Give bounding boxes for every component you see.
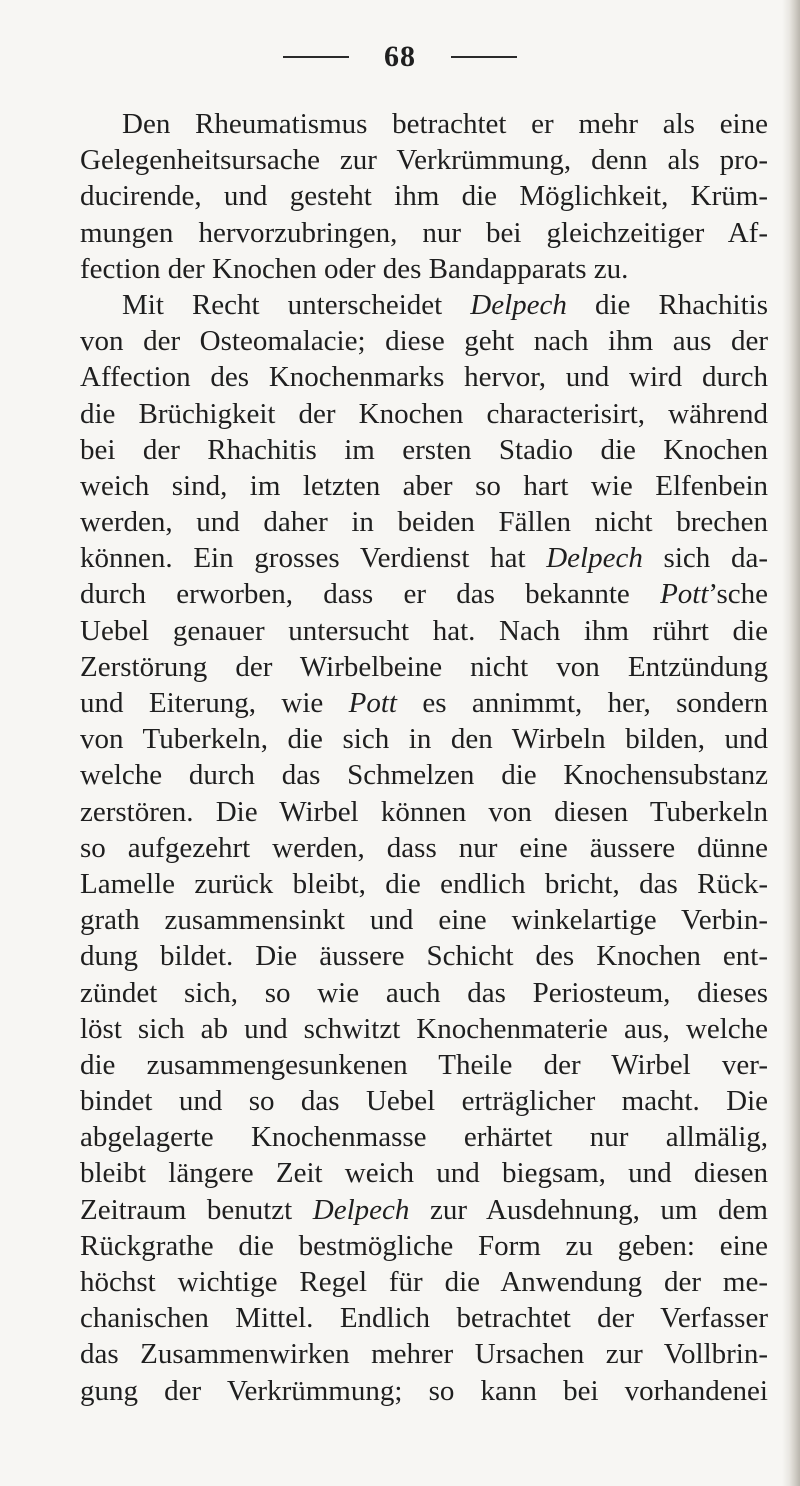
text-segment: durch erworben, dass er das bekannte xyxy=(80,578,661,611)
text-segment: mungen hervorzubringen, nur bei gleichzeitiger Af- xyxy=(80,216,768,249)
text-line xyxy=(80,938,768,974)
text-line xyxy=(80,359,768,395)
header-rule-left xyxy=(283,56,349,58)
italic-name: Delpech xyxy=(312,1193,410,1226)
text-segment: bleibt längere Zeit weich und biegsam, und diesen xyxy=(80,1157,768,1190)
text-segment: abgelagerte Knochenmasse erhärtet nur allmälig, xyxy=(80,1121,768,1154)
text-segment: Mit Recht unterscheidet xyxy=(122,288,471,321)
text-segment: Zerstörung der Wirbelbeine nicht von Entzündung xyxy=(80,650,768,683)
text-line xyxy=(80,540,768,576)
text-segment: fection der Knochen oder des Bandapparats zu. xyxy=(80,252,629,285)
text-segment: Lamelle zurück bleibt, die endlich bricht, das Rück- xyxy=(80,867,768,900)
text-segment: zur Ausdehnung, um dem xyxy=(409,1193,768,1226)
text-segment: von Tuberkeln, die sich in den Wirbeln bilden, und xyxy=(80,723,768,756)
text-line xyxy=(80,432,768,468)
text-segment: bindet und so das Uebel erträglicher macht. Die xyxy=(80,1085,768,1118)
text-line xyxy=(80,794,768,830)
text-segment: sich da- xyxy=(642,542,768,575)
text-line xyxy=(80,649,768,685)
text-segment: können. Ein grosses Verdienst hat xyxy=(80,542,547,575)
text-line xyxy=(80,1300,768,1336)
text-segment: ’sche xyxy=(708,578,768,611)
text-line xyxy=(80,178,768,214)
text-line xyxy=(80,685,768,721)
text-segment: zündet sich, so wie auch das Periosteum, dieses xyxy=(80,976,768,1009)
text-segment: Den Rheumatismus betrachtet er mehr als eine xyxy=(122,108,768,140)
body-text xyxy=(80,106,768,1409)
text-segment: höchst wichtige Regel für die Anwendung der me- xyxy=(80,1266,768,1298)
text-line xyxy=(80,504,768,540)
text-segment: Uebel genauer untersucht hat. Nach ihm rührt die xyxy=(80,614,768,647)
text-segment: das Zusammenwirken mehrer Ursachen zur Vollbrin- xyxy=(80,1338,768,1371)
text-segment: und Eiterung, wie xyxy=(80,687,349,719)
text-line xyxy=(80,902,768,938)
text-segment: bei der Rhachitis im ersten Stadio die Knochen xyxy=(80,433,768,466)
text-line xyxy=(80,215,768,251)
italic-name: Delpech xyxy=(546,542,643,575)
text-line xyxy=(80,975,768,1011)
text-segment: Affection des Knochenmarks hervor, und wird durch xyxy=(80,361,768,394)
text-segment: von der Osteomalacie; diese geht nach ihm aus der xyxy=(80,325,768,358)
italic-name: Pott xyxy=(660,578,709,611)
text-line xyxy=(80,1155,768,1191)
text-segment: die zusammengesunkenen Theile der Wirbel ver- xyxy=(80,1048,768,1081)
text-line xyxy=(80,1228,768,1264)
text-line xyxy=(80,1373,768,1409)
text-segment: löst sich ab und schwitzt Knochenmaterie aus, welche xyxy=(80,1012,768,1045)
text-segment: Rückgrathe die bestmögliche Form zu geben: eine xyxy=(80,1229,768,1262)
text-line xyxy=(80,613,768,649)
text-line xyxy=(80,142,768,178)
italic-name: Pott xyxy=(348,687,397,719)
text-line xyxy=(80,323,768,359)
text-line xyxy=(80,468,768,504)
text-segment: Gelegenheitsursache zur Verkrümmung, denn als pro- xyxy=(80,144,768,177)
text-segment: so aufgezehrt werden, dass nur eine äussere dünne xyxy=(80,831,768,864)
text-line xyxy=(80,106,768,142)
page-edge-shadow xyxy=(782,0,800,1486)
text-segment: weich sind, im letzten aber so hart wie Elfenbein xyxy=(80,469,768,502)
text-line xyxy=(80,1336,768,1372)
text-line xyxy=(80,866,768,902)
page-header xyxy=(0,40,800,80)
text-segment: gung der Verkrümmung; so kann bei vorhandenei xyxy=(80,1374,768,1407)
text-segment: Zeitraum benutzt xyxy=(80,1193,313,1226)
page-number: 68 xyxy=(384,40,416,73)
text-line xyxy=(80,576,768,612)
text-segment: grath zusammensinkt und eine winkelartige Verbin- xyxy=(80,904,768,937)
text-segment: die Brüchigkeit der Knochen characterisirt, während xyxy=(80,397,768,430)
text-line xyxy=(80,1083,768,1119)
text-line xyxy=(80,1192,768,1228)
text-segment: dung bildet. Die äussere Schicht des Knochen ent- xyxy=(80,940,768,973)
header-rule-right xyxy=(451,56,517,58)
text-segment: chanischen Mittel. Endlich betrachtet der Verfasser xyxy=(80,1302,768,1335)
text-segment: die Rhachitis xyxy=(566,288,768,321)
text-segment: zerstören. Die Wirbel können von diesen Tuberkeln xyxy=(80,795,768,828)
text-segment: ducirende, und gesteht ihm die Möglichkeit, Krüm- xyxy=(80,180,768,213)
text-line xyxy=(80,1047,768,1083)
text-segment: werden, und daher in beiden Fällen nicht brechen xyxy=(80,506,768,539)
text-line xyxy=(80,757,768,793)
text-line xyxy=(80,830,768,866)
text-line xyxy=(80,396,768,432)
text-line xyxy=(80,251,768,287)
text-line xyxy=(80,1119,768,1155)
text-line xyxy=(80,721,768,757)
italic-name: Delpech xyxy=(470,288,567,321)
text-line xyxy=(80,1264,768,1300)
text-segment: es annimmt, her, sondern xyxy=(397,687,768,719)
text-line xyxy=(80,287,768,323)
text-line xyxy=(80,1011,768,1047)
text-segment: welche durch das Schmelzen die Knochensubstanz xyxy=(80,759,768,792)
